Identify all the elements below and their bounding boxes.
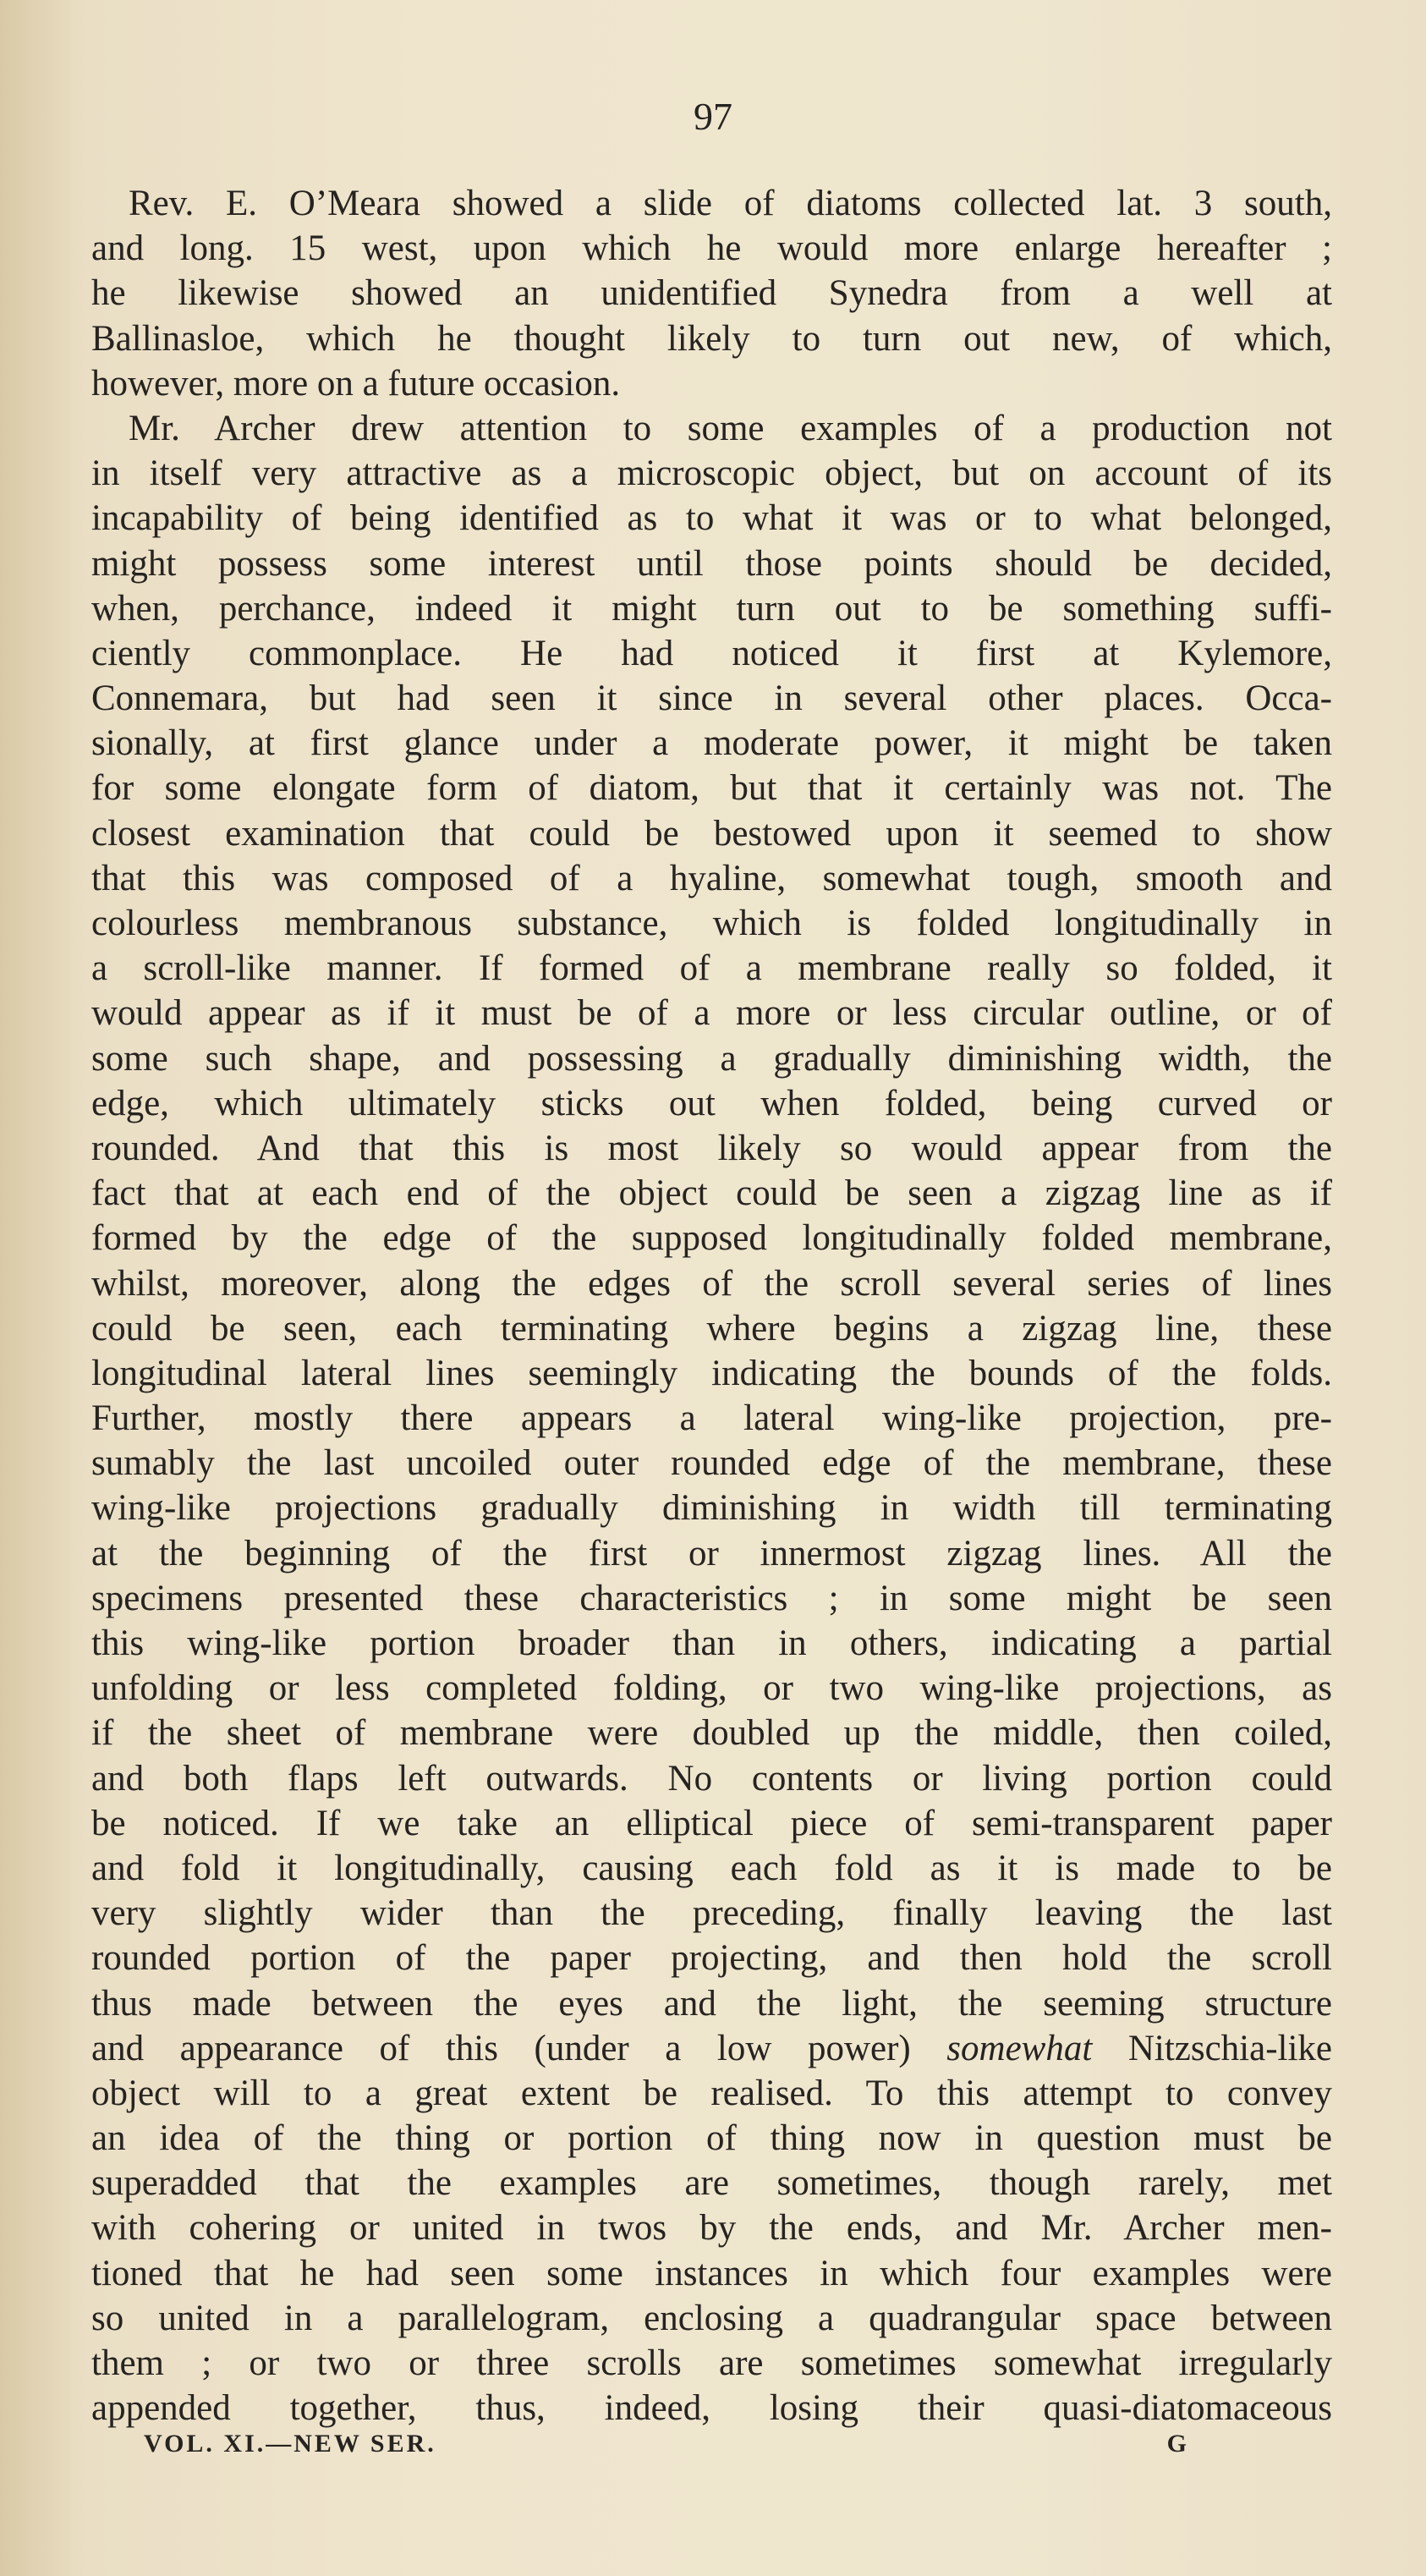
text-line: superadded that the examples are sometimes, though rarely, met (91, 2163, 1332, 2204)
text-line: he likewise showed an unidentified Synedra from a well at (91, 273, 1332, 314)
text-line: Rev. E. O’Meara showed a slide of diatoms collected lat. 3 south, (129, 184, 1332, 223)
text-line: Connemara, but had seen it since in several other places. Occa- (91, 678, 1332, 719)
text-line: this wing-like portion broader than in others, indicating a partial (91, 1623, 1332, 1663)
text-line: in itself very attractive as a microscopic object, but on account of its (91, 453, 1332, 494)
text-line: at the beginning of the first or innermost zigzag lines. All the (91, 1533, 1332, 1574)
page-footer (144, 2430, 1189, 2472)
text-line: rounded portion of the paper projecting, and then hold the scroll (91, 1938, 1332, 1979)
text-line: object will to a great extent be realised. To this attempt to convey (91, 2073, 1332, 2113)
text-line: that this was composed of a hyaline, somewhat tough, smooth and (91, 858, 1332, 898)
text-line: a scroll-like manner. If formed of a membrane really so folded, it (91, 948, 1332, 989)
text-line: however, more on a future occasion. (91, 363, 621, 404)
text-line: rounded. And that this is most likely so would appear from the (91, 1128, 1332, 1168)
signature-mark: G (1166, 2430, 1189, 2458)
body-text (91, 181, 1332, 2430)
italic-word: somewhat (946, 2028, 1093, 2068)
text-line: and fold it longitudinally, causing each fold as it is made to be (91, 1848, 1332, 1888)
text-line: whilst, moreover, along the edges of the scroll several series of lines (91, 1263, 1332, 1304)
text-line: for some elongate form of diatom, but that it certainly was not. The (91, 768, 1332, 809)
text-line: could be seen, each terminating where begins a zigzag line, these (91, 1308, 1332, 1348)
text-line: Mr. Archer drew attention to some examples of a production not (129, 408, 1332, 448)
text-line: them ; or two or three scrolls are sometimes somewhat irregularly (91, 2343, 1332, 2383)
text-line: appended together, thus, indeed, losing their quasi-diatomaceous (91, 2388, 1332, 2429)
text-line: thus made between the eyes and the light, the seeming structure (91, 1983, 1332, 2024)
text-line-with-italic (91, 2026, 1332, 2071)
text-line: and both flaps left outwards. No contents or living portion could (91, 1758, 1332, 1799)
text-line: fact that at each end of the object could be seen a zigzag line as if (91, 1173, 1332, 1214)
text-segment: Nitzschia-like (1092, 2028, 1332, 2068)
text-line: unfolding or less completed folding, or two wing-like projections, as (91, 1668, 1332, 1709)
text-line: some such shape, and possessing a gradually diminishing width, the (91, 1038, 1332, 1079)
text-line: an idea of the thing or portion of thing now in question must be (91, 2118, 1332, 2159)
text-line: would appear as if it must be of a more or less circular outline, or of (91, 993, 1332, 1034)
text-line: Ballinasloe, which he thought likely to turn out new, of which, (91, 318, 1332, 359)
page-number: 97 (694, 95, 732, 138)
text-segment: and appearance of this (under a low power) (91, 2028, 911, 2068)
text-line: sionally, at first glance under a moderate power, it might be taken (91, 723, 1332, 764)
text-line: very slightly wider than the preceding, finally leaving the last (91, 1893, 1332, 1934)
text-line: when, perchance, indeed it might turn out to be something suffi- (91, 588, 1332, 629)
text-line: formed by the edge of the supposed longitudinally folded membrane, (91, 1218, 1332, 1259)
text-line: sumably the last uncoiled outer rounded edge of the membrane, these (91, 1443, 1332, 1484)
text-line: colourless membranous substance, which is folded longitudinally in (91, 904, 1332, 943)
text-line: incapability of being identified as to what it was or to what belonged, (91, 498, 1332, 539)
text-line: Further, mostly there appears a lateral wing-like projection, pre- (91, 1398, 1332, 1439)
text-line: might possess some interest until those points should be decided, (91, 543, 1332, 584)
text-line: if the sheet of membrane were doubled up the middle, then coiled, (91, 1713, 1332, 1754)
volume-label: VOL. XI.—NEW SER. (144, 2430, 436, 2458)
text-line: longitudinal lateral lines seemingly indicating the bounds of the folds. (91, 1353, 1332, 1393)
text-line: tioned that he had seen some instances in which four examples were (91, 2253, 1332, 2293)
text-line: closest examination that could be bestowed upon it seemed to show (91, 813, 1332, 854)
text-line: specimens presented these characteristics ; in some might be seen (91, 1578, 1332, 1618)
text-line: so united in a parallelogram, enclosing a quadrangular space between (91, 2298, 1332, 2338)
text-line: ciently commonplace. He had noticed it first at Kylemore, (91, 633, 1332, 673)
text-line: wing-like projections gradually diminishing in width till terminating (91, 1488, 1332, 1529)
text-line: edge, which ultimately sticks out when folded, being curved or (91, 1083, 1332, 1123)
text-line: be noticed. If we take an elliptical piece of semi-transparent paper (91, 1803, 1332, 1843)
text-line: with cohering or united in twos by the ends, and Mr. Archer men- (91, 2208, 1332, 2249)
text-line: and long. 15 west, upon which he would more enlarge hereafter ; (91, 228, 1332, 269)
